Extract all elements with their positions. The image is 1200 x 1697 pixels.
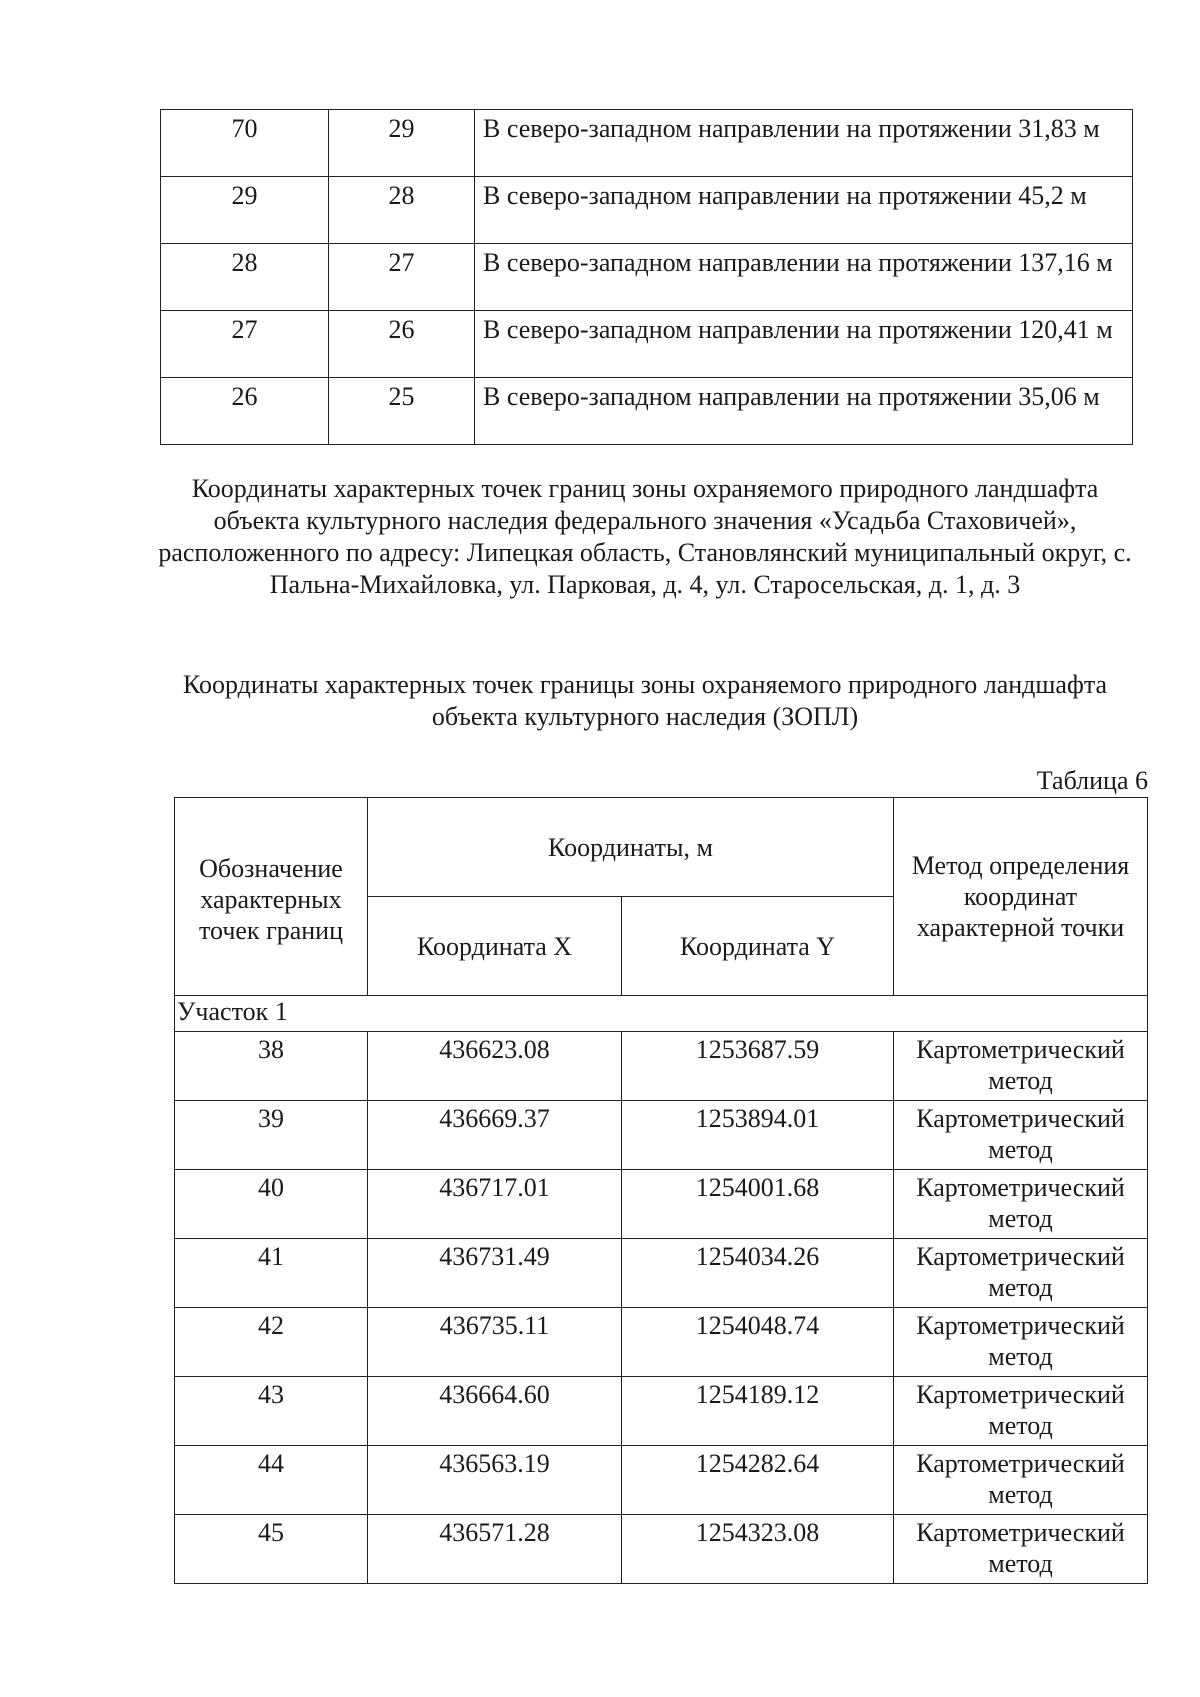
segment-row [161, 244, 1133, 311]
coordinate-row [175, 1308, 1148, 1377]
point-label-header: Обозначение характерных точек границ [175, 798, 368, 996]
header-row [175, 798, 1148, 897]
method: Картометрический метод [894, 1239, 1148, 1308]
coordinate-x-header: Координата X [368, 897, 622, 996]
coordinate-y: 1254323.08 [622, 1515, 894, 1584]
segment-to-point: 25 [329, 378, 475, 445]
segment-description: В северо-западном направлении на протяжении 137,16 м [475, 244, 1133, 311]
method: Картометрический метод [894, 1308, 1148, 1377]
method: Картометрический метод [894, 1032, 1148, 1101]
point-id: 43 [175, 1377, 368, 1446]
method: Картометрический метод [894, 1446, 1148, 1515]
point-id: 42 [175, 1308, 368, 1377]
coordinate-x: 436623.08 [368, 1032, 622, 1101]
coordinate-x: 436664.60 [368, 1377, 622, 1446]
coordinates-header: Координаты, м [368, 798, 894, 897]
method: Картометрический метод [894, 1377, 1148, 1446]
segment-from-point: 27 [161, 311, 329, 378]
coordinate-row [175, 1170, 1148, 1239]
coordinate-y: 1254282.64 [622, 1446, 894, 1515]
point-id: 44 [175, 1446, 368, 1515]
method: Картометрический метод [894, 1515, 1148, 1584]
point-id: 38 [175, 1032, 368, 1101]
coordinate-y-header: Координата Y [622, 897, 894, 996]
method-header: Метод определения координат характерной точки [894, 798, 1148, 996]
table-caption: Таблица 6 [1036, 766, 1148, 795]
segment-row [161, 110, 1133, 177]
section-label: Участок 1 [175, 996, 1148, 1032]
segment-from-point: 26 [161, 378, 329, 445]
coordinate-y: 1254189.12 [622, 1377, 894, 1446]
zopl-coordinates-heading: Координаты характерных точек границы зоны охраняемого природного ландшафта объекта культурного наследия (ЗОПЛ) [182, 670, 1108, 731]
segment-row [161, 177, 1133, 244]
coordinate-x: 436669.37 [368, 1101, 622, 1170]
segment-from-point: 70 [161, 110, 329, 177]
segment-description: В северо-западном направлении на протяжении 120,41 м [475, 311, 1133, 378]
coordinate-y: 1254001.68 [622, 1170, 894, 1239]
zone-coordinates-heading: Координаты характерных точек границ зоны охраняемого природного ландшафта объекта культурного наследия федерального значения «Усадьба Стаховичей», расположенного по адресу: Липецкая область, Становлянский муниципальный округ, с. Пальна-Михайловка, ул. Парковая, д. 4, ул. Старосельская, д. 1, д. 3 [158, 474, 1132, 599]
method: Картометрический метод [894, 1101, 1148, 1170]
coordinates-table [174, 797, 1148, 1584]
coordinate-x: 436571.28 [368, 1515, 622, 1584]
coordinate-row [175, 1101, 1148, 1170]
point-id: 39 [175, 1101, 368, 1170]
coordinate-x: 436735.11 [368, 1308, 622, 1377]
segment-to-point: 29 [329, 110, 475, 177]
coordinate-y: 1254034.26 [622, 1239, 894, 1308]
point-id: 45 [175, 1515, 368, 1584]
segment-row [161, 378, 1133, 445]
segment-row [161, 311, 1133, 378]
coordinate-x: 436563.19 [368, 1446, 622, 1515]
coordinate-row [175, 1377, 1148, 1446]
point-id: 41 [175, 1239, 368, 1308]
method: Картометрический метод [894, 1170, 1148, 1239]
segment-from-point: 29 [161, 177, 329, 244]
coordinate-row [175, 1446, 1148, 1515]
section-row [175, 996, 1148, 1032]
segment-to-point: 28 [329, 177, 475, 244]
boundary-segments-table [160, 109, 1133, 445]
coordinate-row [175, 1515, 1148, 1584]
segment-description: В северо-западном направлении на протяжении 31,83 м [475, 110, 1133, 177]
coordinate-y: 1253687.59 [622, 1032, 894, 1101]
coordinate-y: 1254048.74 [622, 1308, 894, 1377]
segment-from-point: 28 [161, 244, 329, 311]
segment-description: В северо-западном направлении на протяжении 45,2 м [475, 177, 1133, 244]
segment-to-point: 26 [329, 311, 475, 378]
segment-to-point: 27 [329, 244, 475, 311]
coordinate-row [175, 1032, 1148, 1101]
coordinate-x: 436731.49 [368, 1239, 622, 1308]
coordinate-y: 1253894.01 [622, 1101, 894, 1170]
coordinate-x: 436717.01 [368, 1170, 622, 1239]
segment-description: В северо-западном направлении на протяжении 35,06 м [475, 378, 1133, 445]
coordinate-row [175, 1239, 1148, 1308]
point-id: 40 [175, 1170, 368, 1239]
